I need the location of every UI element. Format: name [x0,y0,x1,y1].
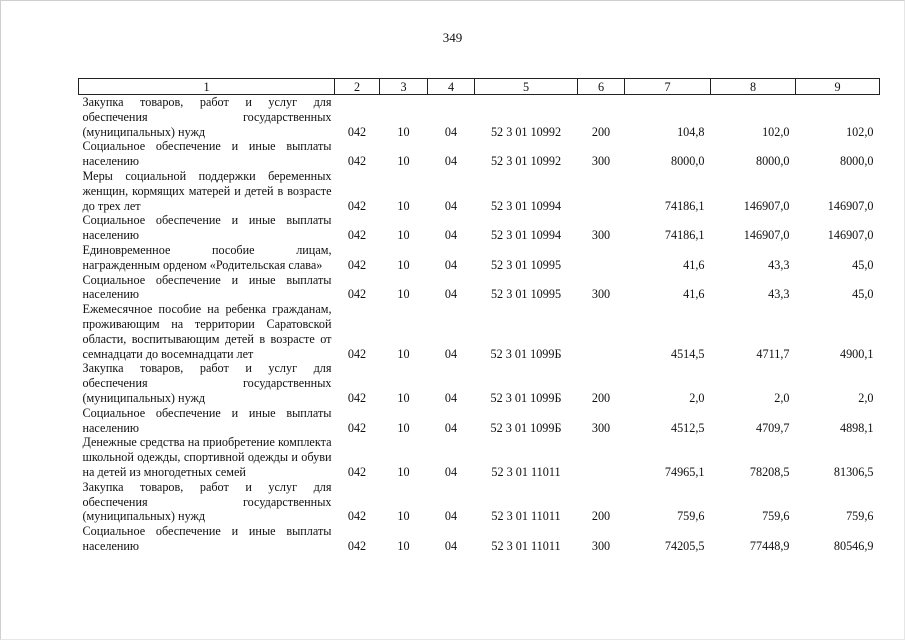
amount-year-1: 4512,5 [670,420,705,435]
section-code: 10 [397,287,410,302]
expense-type-code: 200 [591,124,611,139]
amount-year-1: 8000,0 [670,154,705,169]
section-code: 10 [397,124,410,139]
amount-year-3: 8000,0 [839,154,874,169]
table-row [79,406,880,436]
target-article-code: 52 3 01 1099Б [490,420,562,435]
amount-year-1: 2,0 [689,390,705,405]
amount-year-1: 759,6 [677,509,705,524]
column-header-5: 5 [475,79,578,95]
section-code: 10 [397,346,410,361]
table-row [79,524,880,554]
target-article-code: 52 3 01 11011 [491,538,561,553]
amount-year-2: 102,0 [762,124,790,139]
amount-year-2: 43,3 [768,257,790,272]
section-code: 10 [397,464,410,479]
amount-year-1: 74205,5 [664,538,705,553]
row-description: Единовременное пособие лицам, награжденным орденом «Родительская слава» [82,242,332,272]
expense-type-code [578,302,625,361]
column-header-8: 8 [711,79,796,95]
section-code: 10 [397,420,410,435]
ministry-code: 042 [347,198,367,213]
row-description: Социальное обеспечение и иные выплаты населению [82,272,332,302]
amount-year-2: 78208,5 [749,464,790,479]
amount-year-1: 4514,5 [670,346,705,361]
row-description: Меры социальной поддержки беременных женщин, кормящих матерей и детей в возрасте до трех лет [82,168,332,213]
amount-year-3: 45,0 [852,257,874,272]
column-header-4: 4 [428,79,475,95]
amount-year-2: 43,3 [768,287,790,302]
section-code: 10 [397,509,410,524]
ministry-code: 042 [347,420,367,435]
table-row [79,302,880,361]
subsection-code: 04 [444,228,458,243]
row-description: Денежные средства на приобретение комплекта школьной одежды, спортивной одежды и обуви на детей из многодетных семей [82,435,332,479]
column-header-6: 6 [578,79,625,95]
section-code: 10 [397,228,410,243]
row-description: Закупка товаров, работ и услуг для обеспечения государственных (муниципальных) нужд [82,95,332,139]
section-code: 10 [397,198,410,213]
amount-year-3: 2,0 [858,390,874,405]
column-header-3: 3 [380,79,428,95]
target-article-code: 52 3 01 11011 [491,464,561,479]
table-body [79,95,880,554]
subsection-code: 04 [444,420,458,435]
subsection-code: 04 [444,198,458,213]
amount-year-1: 74186,1 [664,198,705,213]
subsection-code: 04 [444,257,458,272]
expense-type-code: 300 [591,420,611,435]
row-description: Социальное обеспечение и иные выплаты населению [82,213,332,243]
section-code: 10 [397,390,410,405]
amount-year-1: 41,6 [683,257,705,272]
target-article-code: 52 3 01 10992 [490,154,562,169]
amount-year-2: 4709,7 [755,420,790,435]
amount-year-2: 759,6 [762,509,790,524]
table-row [79,273,880,303]
expense-type-code: 200 [591,390,611,405]
row-description: Закупка товаров, работ и услуг для обеспечения государственных (муниципальных) нужд [82,479,332,524]
section-code: 10 [397,154,410,169]
target-article-code: 52 3 01 11011 [491,509,561,524]
ministry-code: 042 [347,228,367,243]
amount-year-3: 4898,1 [839,420,874,435]
ministry-code: 042 [347,154,367,169]
amount-year-2: 146907,0 [743,228,790,243]
subsection-code: 04 [444,390,458,405]
ministry-code: 042 [347,509,367,524]
table-row [79,169,880,213]
amount-year-3: 146907,0 [827,198,874,213]
target-article-code: 52 3 01 10992 [490,124,562,139]
amount-year-3: 4900,1 [839,346,874,361]
expense-type-code: 300 [591,228,611,243]
target-article-code: 52 3 01 10995 [490,257,562,272]
table-row [79,213,880,243]
row-description: Закупка товаров, работ и услуг для обеспечения государственных (муниципальных) нужд [82,361,332,405]
table-row [79,435,880,479]
amount-year-3: 81306,5 [833,464,874,479]
amount-year-3: 759,6 [846,509,874,524]
column-header-7: 7 [625,79,711,95]
amount-year-3: 146907,0 [827,228,874,243]
amount-year-2: 4711,7 [756,346,790,361]
amount-year-1: 74965,1 [664,464,705,479]
ministry-code: 042 [347,464,367,479]
amount-year-1: 104,8 [677,124,705,139]
expense-type-code: 200 [591,509,611,524]
amount-year-1: 74186,1 [664,228,705,243]
budget-table [78,78,880,554]
ministry-code: 042 [347,538,367,553]
subsection-code: 04 [444,509,458,524]
expense-type-code: 300 [591,154,611,169]
section-code: 10 [397,257,410,272]
ministry-code: 042 [347,346,367,361]
column-header-2: 2 [335,79,380,95]
table-header-row [79,79,880,95]
expense-type-code [578,243,625,273]
subsection-code: 04 [444,287,458,302]
expense-type-code: 300 [591,538,611,553]
target-article-code: 52 3 01 10995 [490,287,562,302]
subsection-code: 04 [444,124,458,139]
amount-year-2: 146907,0 [743,198,790,213]
row-description: Социальное обеспечение и иные выплаты населению [82,524,332,553]
amount-year-2: 77448,9 [749,538,790,553]
expense-type-code: 300 [591,287,611,302]
column-header-9: 9 [796,79,880,95]
table-row [79,361,880,405]
ministry-code: 042 [347,257,367,272]
column-header-1: 1 [79,79,335,95]
subsection-code: 04 [444,154,458,169]
page-number: 349 [442,30,463,45]
row-description: Социальное обеспечение и иные выплаты населению [82,139,332,169]
amount-year-3: 45,0 [852,287,874,302]
amount-year-2: 8000,0 [755,154,790,169]
amount-year-3: 102,0 [846,124,874,139]
ministry-code: 042 [347,124,367,139]
expense-type-code [578,169,625,213]
subsection-code: 04 [444,464,458,479]
target-article-code: 52 3 01 10994 [490,228,562,243]
row-description: Ежемесячное пособие на ребенка гражданам, проживающим на территории Саратовской области, воспитывающим детей в возрасте от семнадцати до восемнадцати лет [82,302,332,361]
table-row [79,139,880,169]
ministry-code: 042 [347,287,367,302]
table-row [79,480,880,524]
amount-year-2: 2,0 [774,390,790,405]
table-row [79,243,880,273]
target-article-code: 52 3 01 1099Б [490,346,562,361]
section-code: 10 [397,538,410,553]
row-description: Социальное обеспечение и иные выплаты населению [82,405,332,435]
target-article-code: 52 3 01 10994 [490,198,562,213]
subsection-code: 04 [444,538,458,553]
amount-year-1: 41,6 [683,287,705,302]
subsection-code: 04 [444,346,458,361]
expense-type-code [578,435,625,479]
ministry-code: 042 [347,390,367,405]
table-row [79,95,880,140]
target-article-code: 52 3 01 1099Б [490,390,562,405]
amount-year-3: 80546,9 [833,538,874,553]
